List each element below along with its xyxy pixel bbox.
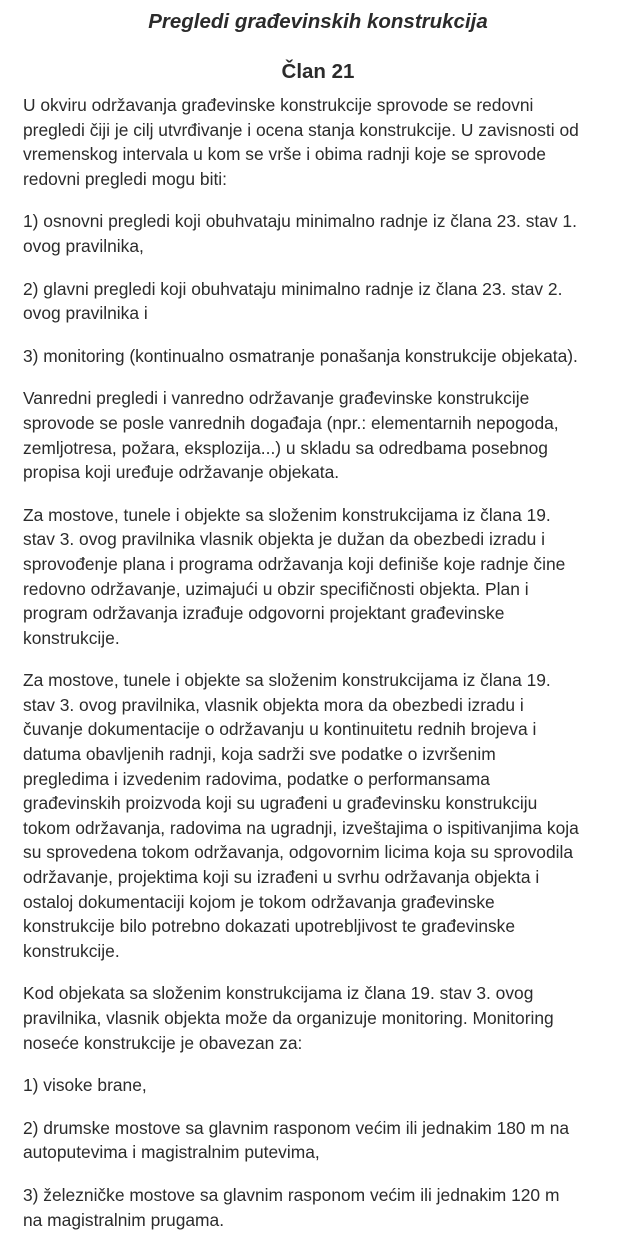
paragraph-line: vremenskog intervala u kom se vrše i obima radnji koje se sprovode — [23, 144, 546, 165]
paragraph — [23, 981, 627, 1055]
paragraph-line: sprovođenje plana i programa održavanja koji definiše koje radnje čine — [23, 553, 566, 574]
paragraph-line: 1) osnovni pregledi koji obuhvataju minimalno radnje iz člana 23. stav 1. — [23, 211, 577, 232]
paragraph-line: Za mostove, tunele i objekte sa složenim konstrukcijama iz člana 19. — [23, 504, 551, 525]
paragraph-line: konstrukcije. — [23, 940, 120, 961]
paragraph-line: Vanredni pregledi i vanredno održavanje građevinske konstrukcije — [23, 388, 530, 409]
paragraph — [23, 503, 627, 651]
paragraph-line: čuvanje dokumentacije o održavanju u kontinuitetu rednih brojeva i — [23, 719, 537, 740]
paragraph-line: konstrukcije bilo potrebno dokazati upotrebljivost te građevinske — [23, 916, 516, 937]
paragraph-line: sprovode se posle vanrednih događaja (npr.: elementarnih nepogoda, — [23, 412, 559, 433]
paragraph-line: 3) železničke mostove sa glavnim rasponom većim ili jednakim 120 m — [23, 1184, 560, 1205]
paragraph-line: stav 3. ovog pravilnika, vlasnik objekta mora da obezbedi izradu i — [23, 694, 524, 715]
paragraph-line: 1) visoke brane, — [23, 1075, 147, 1096]
paragraph-line: stav 3. ovog pravilnika vlasnik objekta je dužan da obezbedi izradu i — [23, 529, 546, 550]
paragraph-line: konstrukcije. — [23, 627, 120, 648]
paragraph-line: noseće konstrukcije je obavezan za: — [23, 1032, 303, 1053]
paragraph-line: održavanje, projektima koji su izrađeni u svrhu održavanja objekta i — [23, 867, 540, 888]
paragraph — [23, 209, 627, 258]
paragraph-line: pravilnika, vlasnik objekta može da organizuje monitoring. Monitoring — [23, 1008, 554, 1028]
paragraph-line: propisa koji uređuje održavanje objekata. — [23, 462, 340, 483]
paragraph-line: pregledima i izvedenim radovima, podatke o performansama — [23, 768, 490, 789]
document-title: Pregledi građevinskih konstrukcija — [148, 10, 488, 33]
paragraph — [23, 1073, 627, 1098]
paragraph-line: datuma obavljenih radnji, koja sadrži sve podatke o izvršenim — [23, 744, 496, 765]
paragraph-line: autoputevima i magistralnim putevima, — [23, 1142, 320, 1163]
paragraph-line: redovno održavanje, uzimajući u obzir specifičnosti objekta. Plan i — [23, 578, 529, 599]
paragraph-line: su sprovedena tokom održavanja, odgovornim licima koja su sprovodila — [23, 842, 574, 863]
paragraph-line: ovog pravilnika i — [23, 303, 148, 324]
paragraph-line: program održavanja izrađuje odgovorni projektant građevinske — [23, 603, 505, 624]
paragraph-line: pregledi čiji je cilj utvrđivanje i ocena stanja konstrukcije. U zavisnosti od — [23, 119, 579, 140]
paragraph-line: Kod objekata sa složenim konstrukcijama iz člana 19. stav 3. ovog — [23, 983, 534, 1004]
paragraph-line: 3) monitoring (kontinualno osmatranje ponašanja konstrukcije objekata). — [23, 345, 578, 366]
paragraph-line: na magistralnim prugama. — [23, 1209, 225, 1230]
paragraph — [23, 277, 627, 326]
paragraph-line: zemljotresa, požara, eksplozija...) u skladu sa odredbama posebnog — [23, 437, 548, 458]
paragraph-line: 2) glavni pregledi koji obuhvataju minimalno radnje iz člana 23. stav 2. — [23, 278, 563, 299]
paragraph-line: redovni pregledi mogu biti: — [23, 168, 227, 189]
article-heading: Član 21 — [281, 60, 355, 83]
document-body — [23, 93, 627, 1250]
paragraph-line: tokom održavanja, radovima na ugradnji, izveštajima o ispitivanjima koja — [23, 817, 579, 838]
paragraph-line: U okviru održavanja građevinske konstrukcije sprovode se redovni — [23, 95, 534, 115]
paragraph-line: građevinskih proizvoda koji su ugrađeni u građevinsku konstrukciju — [23, 793, 538, 814]
paragraph — [23, 386, 627, 484]
paragraph-line: 2) drumske mostove sa glavnim rasponom većim ili jednakim 180 m na — [23, 1117, 570, 1138]
paragraph — [23, 344, 627, 369]
paragraph — [23, 93, 627, 191]
paragraph-line: ostaloj dokumentaciji kojom je tokom održavanja građevinske — [23, 891, 495, 912]
paragraph-line: ovog pravilnika, — [23, 235, 144, 256]
paragraph — [23, 668, 627, 963]
paragraph — [23, 1116, 627, 1165]
paragraph — [23, 1183, 627, 1232]
paragraph-line: Za mostove, tunele i objekte sa složenim konstrukcijama iz člana 19. — [23, 670, 551, 691]
